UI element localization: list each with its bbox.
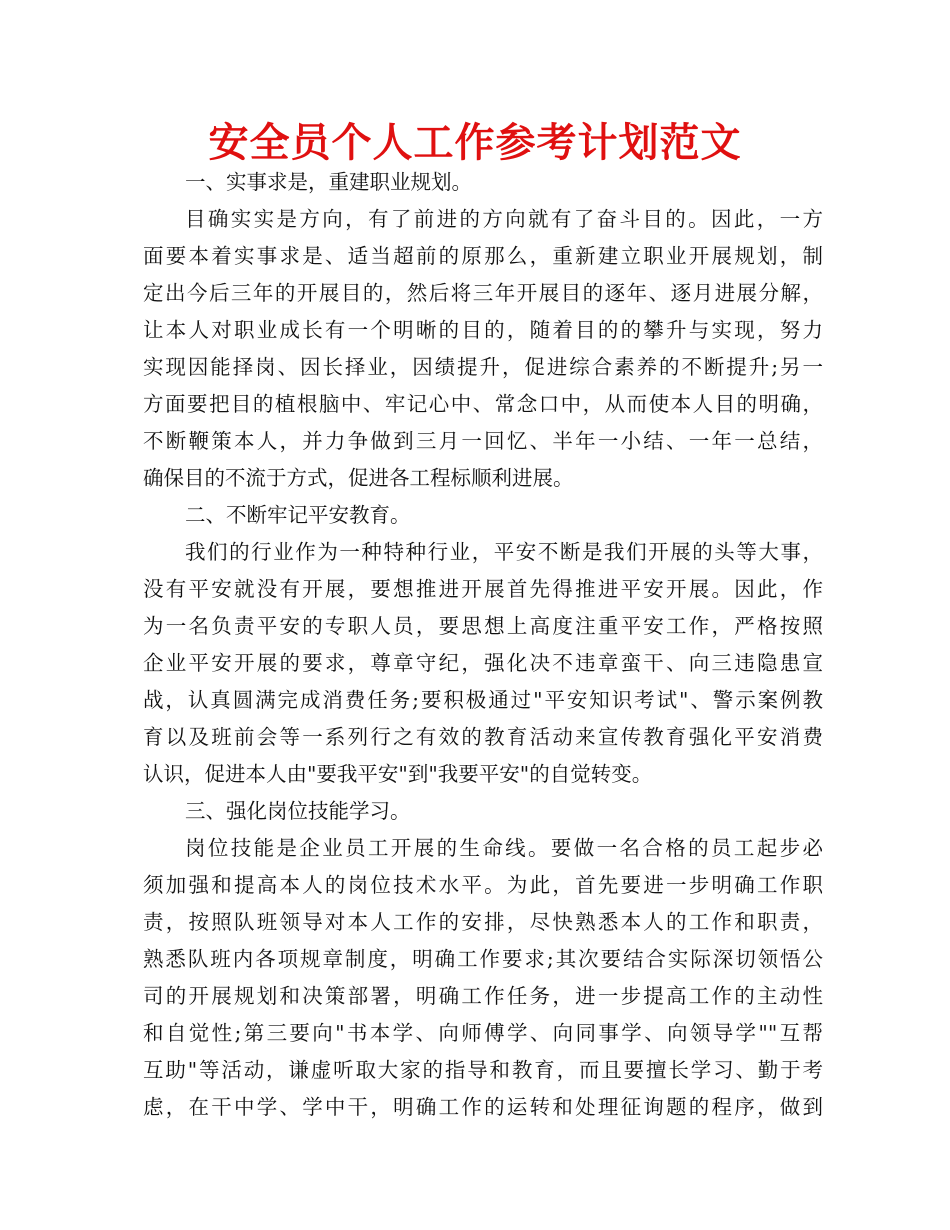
text-line: 认识，促进本人由"要我平安"到"我要平安"的自觉转变。	[143, 762, 653, 786]
text-line: 岗位技能是企业员工开展的生命线。要做一名合格的员工起步必	[185, 836, 823, 860]
text-line: 定出今后三年的开展目的，然后将三年开展目的逐年、逐月进展分解，	[143, 281, 823, 305]
text-line: 实现因能择岗、因长择业，因绩提升，促进综合素养的不断提升;另一	[143, 355, 823, 379]
text-line: 目确实实是方向，有了前进的方向就有了奋斗目的。因此，一方	[185, 207, 823, 231]
text-line: 企业平安开展的要求，尊章守纪，强化决不违章蛮干、向三违隐患宣	[143, 651, 823, 675]
text-line: 方面要把目的植根脑中、牢记心中、常念口中，从而使本人目的明确，	[143, 392, 823, 416]
text-line: 一、实事求是，重建职业规划。	[185, 170, 472, 194]
text-line: 司的开展规划和决策部署，明确工作任务，进一步提高工作的主动性	[143, 984, 823, 1008]
text-line: 我们的行业作为一种特种行业，平安不断是我们开展的头等大事，	[185, 540, 823, 564]
text-line: 育以及班前会等一系列行之有效的教育活动来宣传教育强化平安消费	[143, 725, 823, 749]
text-line: 虑，在干中学、学中干，明确工作的运转和处理征询题的程序，做到	[143, 1095, 823, 1119]
text-line: 面要本着实事求是、适当超前的原那么，重新建立职业开展规划，制	[143, 244, 823, 268]
text-line: 不断鞭策本人，并力争做到三月一回忆、半年一小结、一年一总结，	[143, 429, 823, 453]
document-title: 安全员个人工作参考计划范文	[208, 119, 742, 166]
text-line: 为一名负责平安的专职人员，要思想上高度注重平安工作，严格按照	[143, 614, 823, 638]
text-line: 熟悉队班内各项规章制度，明确工作要求;其次要结合实际深切领悟公	[143, 947, 823, 971]
text-line: 没有平安就没有开展，要想推进开展首先得推进平安开展。因此，作	[143, 577, 823, 601]
text-line: 和自觉性;第三要向"书本学、向师傅学、向同事学、向领导学""互帮	[143, 1021, 823, 1045]
text-line: 三、强化岗位技能学习。	[185, 799, 411, 823]
text-line: 责，按照队班领导对本人工作的安排，尽快熟悉本人的工作和职责，	[143, 910, 823, 934]
text-line: 确保目的不流于方式，促进各工程标顺利进展。	[143, 466, 574, 490]
text-line: 须加强和提高本人的岗位技术水平。为此，首先要进一步明确工作职	[143, 873, 823, 897]
text-line: 让本人对职业成长有一个明晰的目的，随着目的的攀升与实现，努力	[143, 318, 823, 342]
text-line: 战，认真圆满完成消费任务;要积极通过"平安知识考试"、警示案例教	[143, 688, 823, 712]
text-line: 互助"等活动，谦虚听取大家的指导和教育，而且要擅长学习、勤于考	[143, 1058, 823, 1082]
text-line: 二、不断牢记平安教育。	[185, 503, 411, 527]
document-body	[143, 164, 823, 1126]
